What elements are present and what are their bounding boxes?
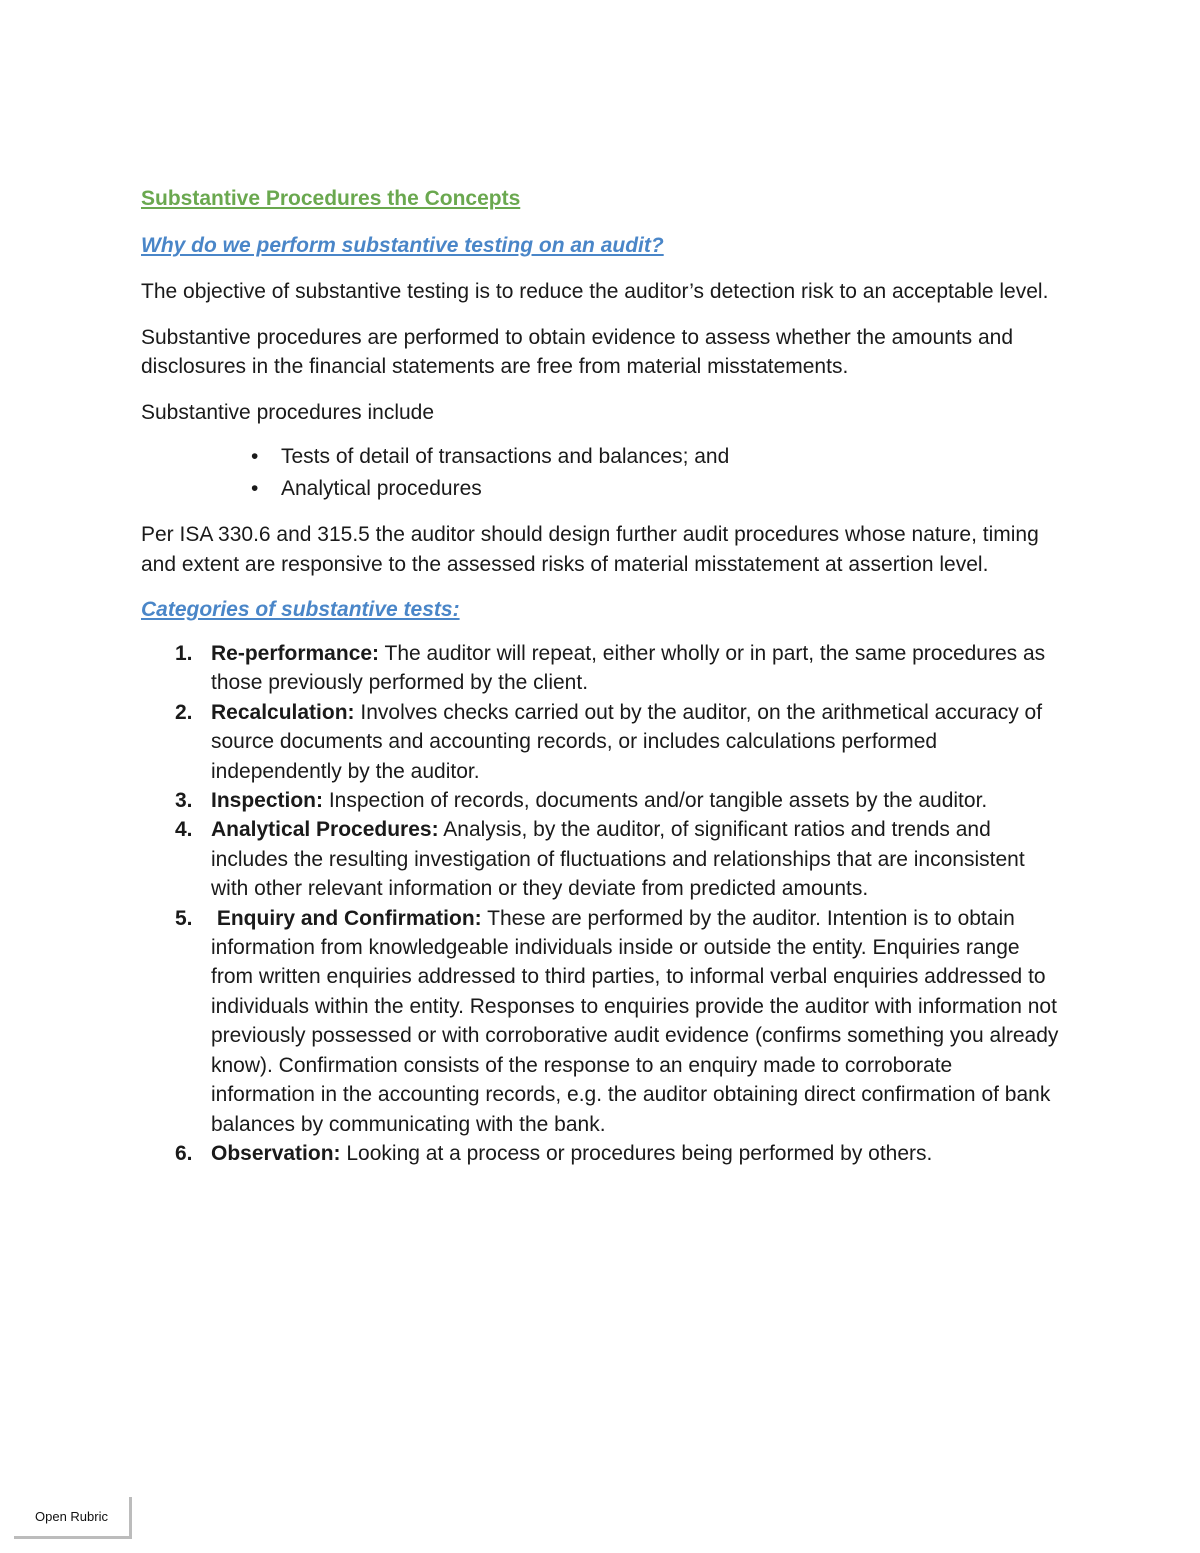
list-number: 5. [175, 906, 193, 930]
bullet-icon: • [251, 445, 259, 468]
list-item [141, 698, 1061, 786]
document-page [141, 184, 1061, 1168]
list-item-text: Tests of detail of transactions and balances; and [281, 445, 730, 468]
category-term: Inspection: [211, 789, 324, 813]
category-text: Looking at a process or procedures being performed by others. [340, 1141, 933, 1165]
category-term: Re-performance: [211, 642, 380, 665]
list-item [141, 815, 1061, 903]
open-rubric-button[interactable]: Open Rubric [14, 1497, 132, 1539]
list-item [141, 473, 1061, 505]
list-item [141, 1139, 1061, 1168]
category-term: Recalculation: [211, 700, 355, 724]
subhead-why-substantive: Why do we perform substantive testing on an audit? [141, 234, 664, 257]
list-number: 1. [175, 642, 193, 665]
paragraph-objective: The objective of substantive testing is to reduce the auditor’s detection risk to an acceptable level. [141, 280, 1049, 303]
paragraph-isa: Per ISA 330.6 and 315.5 the auditor should design further audit procedures whose nature, timing and extent are responsive to the assessed risks of material misstatement at assertion level. [141, 523, 1039, 576]
category-term: Observation: [211, 1141, 341, 1165]
subhead-categories: Categories of substantive tests: [141, 598, 460, 621]
category-text: These are performed by the auditor. Intention is to obtain information from knowledgeable individuals inside or outside the entity. Enquiries range from written enquiries addressed to third parties, to informal verbal enquiries addressed to individuals within the entity. Responses to enquiries provide the auditor with information not previously possessed or with corroborative audit evidence (confirms something you already know). Confirmation consists of the response to an enquiry made to corroborate information in the accounting records, e.g. the auditor obtaining direct confirmation of bank balances by communicating with the bank. [211, 906, 1059, 1136]
paragraph-purpose: Substantive procedures are performed to obtain evidence to assess whether the amounts and disclosures in the financial statements are free from material misstatements. [141, 325, 1014, 378]
list-number: 3. [175, 789, 193, 813]
category-text: Analysis, by the auditor, of significant ratios and trends and includes the resulting investigation of fluctuations and relationships that are inconsistent with other relevant information or they deviate from predicted amounts. [211, 818, 1025, 901]
category-text: Involves checks carried out by the auditor, on the arithmetical accuracy of source documents and accounting records, or includes calculations performed independently by the auditor. [211, 700, 1043, 783]
list-item-text: Analytical procedures [281, 477, 482, 500]
bullet-icon: • [251, 477, 259, 500]
list-item [141, 441, 1061, 473]
list-item [141, 639, 1061, 698]
categories-list [141, 639, 1061, 1168]
bullet-list [141, 441, 1061, 505]
paragraph-include: Substantive procedures include [141, 400, 435, 424]
list-item [141, 904, 1061, 1139]
list-item [141, 786, 1061, 815]
category-text: Inspection of records, documents and/or tangible assets by the auditor. [323, 789, 988, 813]
list-number: 2. [175, 700, 193, 724]
category-term: Enquiry and Confirmation: [211, 906, 482, 930]
document-title: Substantive Procedures the Concepts [141, 187, 521, 210]
category-term: Analytical Procedures: [211, 818, 439, 842]
list-number: 6. [175, 1141, 193, 1165]
category-text: The auditor will repeat, either wholly or in part, the same procedures as those previously performed by the client. [211, 642, 1046, 695]
list-number: 4. [175, 818, 193, 842]
